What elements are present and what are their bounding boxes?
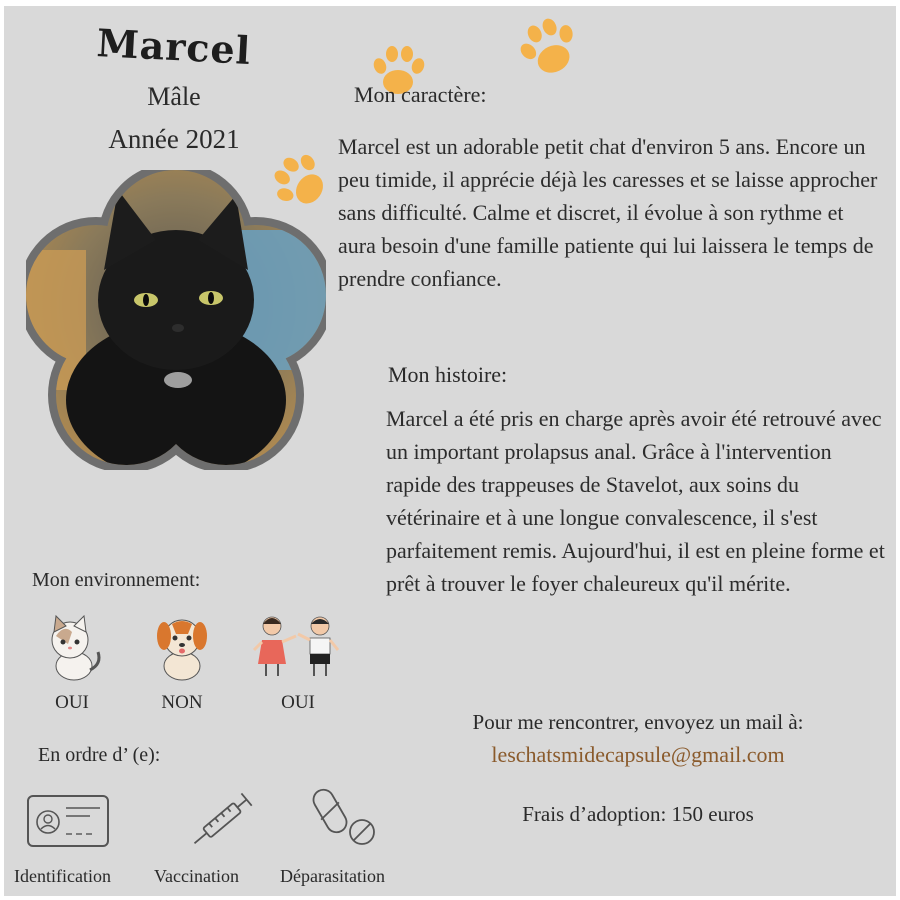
- adoption-fees: Frais d’adoption: 150 euros: [522, 802, 754, 826]
- vaccination-label: Vaccination: [154, 866, 239, 886]
- contact-text: Pour me rencontrer, envoyez un mail à:: [472, 710, 804, 734]
- adoption-card: [4, 6, 896, 896]
- children-compatibility-label: OUI: [281, 692, 315, 713]
- id-card-icon: [24, 784, 114, 854]
- syringe-icon: [180, 784, 270, 854]
- care-heading: En ordre d’ (e):: [38, 744, 161, 766]
- character-text: Marcel est un adorable petit chat d'environ 5 ans. Encore un peu timide, il apprécie déjà les caresses et se laisse approcher sans difficulté. Calme et discret, il évolue à son rythme et aura besoin d'une famille patiente qui lui laissera le temps de prendre confiance.: [338, 134, 878, 291]
- paw-print-icon: [514, 16, 584, 82]
- deworming-label: Déparasitation: [280, 866, 385, 886]
- cat-name: Marcel: [95, 19, 253, 74]
- pills-icon: [310, 784, 400, 854]
- dog-compatibility-label: NON: [161, 692, 203, 713]
- contact-email[interactable]: leschatsmidecapsule@gmail.com: [491, 742, 785, 767]
- cat-birth-year: Année 2021: [108, 124, 240, 154]
- cat-icon: [32, 610, 112, 682]
- history-text: Marcel a été pris en charge après avoir été retrouvé avec un important prolapsus anal. Grâce à l'intervention rapide des trappeuses de Stavelot, aux soins du vétérinaire et à une longue convalescence, il s'est parfaitement remis. Aujourd'hui, il est en pleine forme et prêt à trouver le foyer chaleureux qu'il mérite.: [386, 406, 885, 596]
- environment-heading: Mon environnement:: [32, 569, 201, 591]
- dog-icon: [142, 610, 222, 682]
- cat-compatibility-label: OUI: [55, 692, 89, 713]
- cat-sex: Mâle: [147, 82, 201, 111]
- history-heading: Mon histoire:: [388, 362, 508, 387]
- identification-label: Identification: [14, 866, 111, 886]
- character-heading: Mon caractère:: [354, 82, 487, 107]
- children-icon: [250, 610, 346, 682]
- cat-photo: [26, 170, 326, 470]
